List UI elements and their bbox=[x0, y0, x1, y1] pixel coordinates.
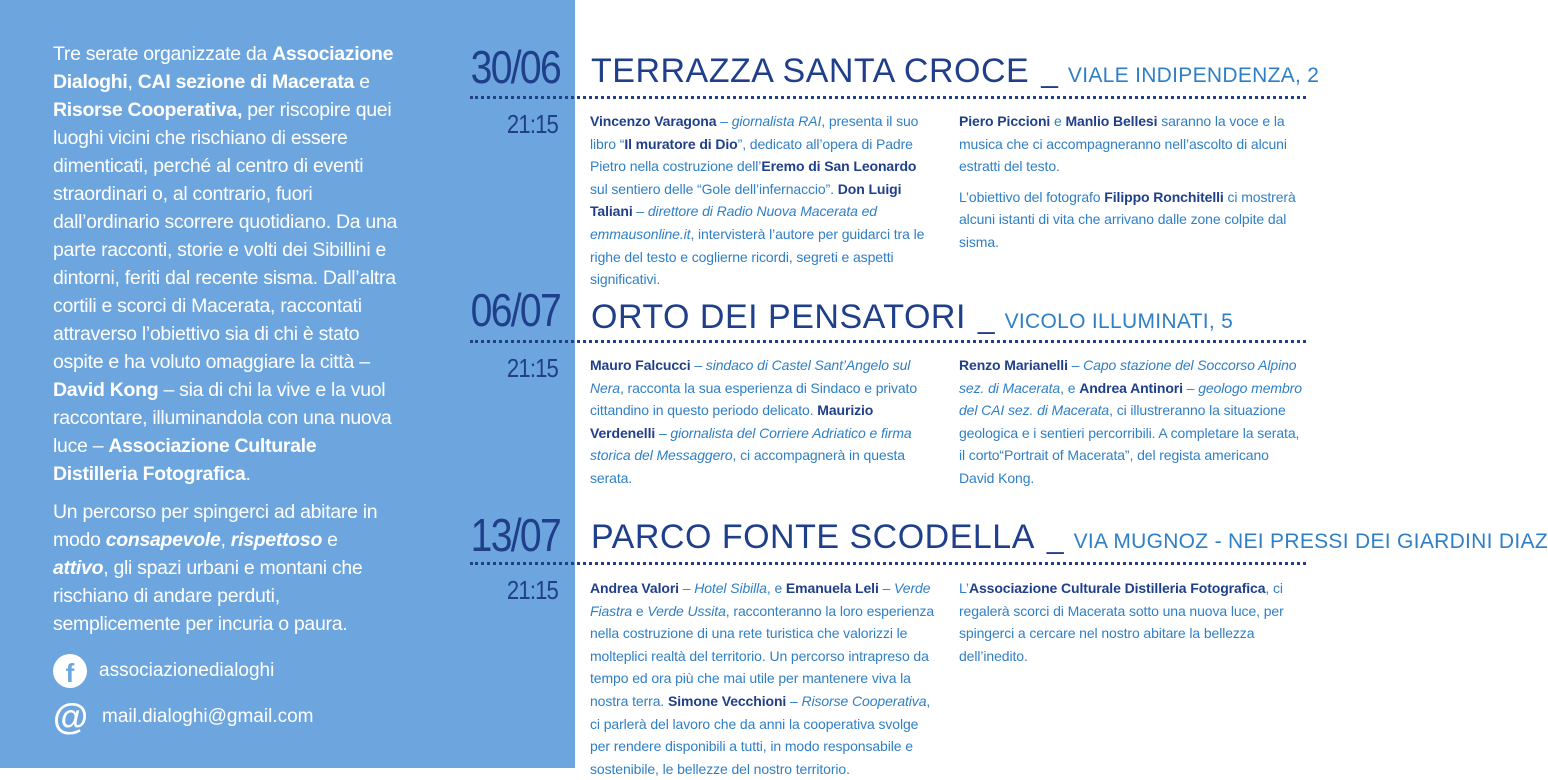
description-paragraph: Andrea Valori – Hotel Sibilla, e Emanuela Leli – Verde Fiastra e Verde Ussita, racconteranno la loro esperienza nella costruzione di una rete turistica che valorizzi le molteplici realtà del territorio. Un percorso intrapreso da tempo ed ora più che mai utile per mantenere viva la nostra terra. Simone Vecchioni – Risorse Cooperativa, ci parlerà del lavoro che da anni la cooperativa svolge per rendere disponibili a tutti, in modo responsabile e sostenibile, le bellezze del nostro territorio. bbox=[590, 580, 935, 777]
emphasized-name: David Kong bbox=[53, 379, 159, 401]
event-date: 06/07 bbox=[470, 284, 560, 336]
dotted-divider bbox=[470, 562, 1306, 565]
event-title bbox=[591, 298, 1233, 337]
emphasized-name: Risorse Cooperativa, bbox=[53, 99, 243, 121]
emphasized-name: Andrea Antinori bbox=[1079, 379, 1183, 396]
event-description-left bbox=[590, 577, 935, 780]
description-paragraph: Mauro Falcucci – sindaco di Castel Sant’Angelo sul Nera, racconta la sua esperienza di Sindaco e privato cittandino in questo periodo delicato. Maurizio Verdenelli – giornalista del Corriere Adriatico e firma storica del Messaggero, ci accompagnerà in questa serata. bbox=[590, 357, 918, 486]
emphasized-name: Piero Piccioni bbox=[959, 113, 1051, 129]
italic-note: Verde Ussita bbox=[647, 602, 726, 619]
facebook-contact[interactable] bbox=[53, 654, 274, 688]
email-address[interactable]: mail.dialoghi@gmail.com bbox=[102, 706, 314, 727]
email-contact[interactable] bbox=[53, 696, 314, 737]
event-description-right bbox=[959, 354, 1304, 490]
italic-note: Risorse Cooperativa bbox=[801, 692, 927, 709]
title-separator: _ bbox=[1041, 56, 1058, 89]
emphasized-name: attivo bbox=[53, 557, 104, 579]
description-paragraph: Vincenzo Varagona – giornalista RAI, presenta il suo libro “Il muratore di Dio”, dedicato all’opera di Padre Pietro nella costruzione dell’Eremo di San Leonardo sul sentiero delle “Gole dell’infernaccio”. Don Luigi Taliani – direttore di Radio Nuova Macerata ed emmausonline.it, intervisterà l’autore per guidarci tra le righe del testo e coglierne ricordi, segreti e aspetti significativi. bbox=[590, 113, 925, 288]
emphasized-name: Maurizio Verdenelli bbox=[590, 402, 874, 441]
event-description-right bbox=[959, 577, 1304, 667]
italic-note: sindaco di Castel Sant’Angelo sul Nera bbox=[590, 357, 911, 396]
event-address: VICOLO ILLUMINATI, 5 bbox=[1004, 310, 1234, 333]
description-paragraph: L’obiettivo del fotografo Filippo Ronchitelli ci mostrerà alcuni istanti di vita che arrivano dalle zone colpite dal sisma. bbox=[959, 188, 1296, 250]
event-time: 21:15 bbox=[506, 353, 558, 383]
italic-note: giornalista RAI bbox=[731, 113, 822, 129]
dotted-divider bbox=[470, 340, 1306, 343]
emphasized-name: Renzo Marianelli bbox=[959, 357, 1068, 373]
event-description-left bbox=[590, 354, 935, 490]
title-separator: _ bbox=[977, 302, 995, 335]
emphasized-name: Associazione Dialoghi bbox=[53, 43, 394, 93]
event-title bbox=[591, 52, 1319, 91]
emphasized-name: Associazione Culturale Distilleria Fotografica bbox=[53, 435, 317, 485]
dotted-divider bbox=[470, 96, 1306, 99]
emphasized-name: Emanuela Leli bbox=[785, 580, 879, 596]
event-venue: TERRAZZA SANTA CROCE bbox=[591, 52, 1030, 90]
event-time: 21:15 bbox=[506, 575, 558, 605]
intro-paragraph-1: Tre serate organizzate da Associazione Dialoghi, CAI sezione di Macerata e Risorse Cooperativa, per riscopire quei luoghi vicini che rischiano di essere dimenticati, perché al centro di eventi straordinari o, al contrario, fuori dall’ordinario scorrere quotidiano. Da una parte racconti, storie e volti dei Sibillini e dintorni, feriti dal recente sisma. Dall’altra cortili e scorci di Macerata, raccontati attraverso l’obiettivo sia di chi è stato ospite e ha voluto omaggiare la città – David Kong – sia di chi la vive e la vuol raccontare, illuminandola con una nuova luce – Associazione Culturale Distilleria Fotografica. bbox=[53, 43, 398, 485]
emphasized-name: Mauro Falcucci bbox=[590, 357, 691, 373]
facebook-icon: f bbox=[53, 654, 87, 688]
emphasized-name: Eremo di San Leonardo bbox=[761, 158, 917, 175]
event-date: 13/07 bbox=[470, 509, 560, 561]
emphasized-name: Manlio Bellesi bbox=[1065, 113, 1158, 129]
emphasized-name: Vincenzo Varagona bbox=[590, 113, 717, 129]
event-venue: PARCO FONTE SCODELLA bbox=[591, 518, 1035, 556]
event-date: 30/06 bbox=[470, 41, 560, 93]
emphasized-name: CAI sezione di Macerata bbox=[137, 71, 355, 93]
emphasized-name: consapevole bbox=[105, 529, 221, 551]
description-paragraph: Piero Piccioni e Manlio Bellesi saranno la voce e la musica che ci accompagneranno nell’ascolto di alcuni estratti del testo. bbox=[959, 113, 1287, 175]
italic-note: geologo membro del CAI sez. di Macerata bbox=[959, 379, 1302, 419]
intro-text bbox=[53, 40, 398, 638]
intro-paragraph-2: Un percorso per spingerci ad abitare in modo consapevole, rispettoso e attivo, gli spazi urbani e montani che rischiano di andare perduti, semplicemente per incuria o paura. bbox=[53, 501, 378, 635]
emphasized-name: Don Luigi Taliani bbox=[590, 180, 902, 220]
emphasized-name: Simone Vecchioni bbox=[667, 692, 787, 709]
emphasized-name: rispettoso bbox=[230, 529, 323, 551]
at-icon: @ bbox=[53, 696, 89, 737]
event-description-left bbox=[590, 110, 935, 291]
facebook-handle[interactable]: associazionedialoghi bbox=[99, 660, 275, 681]
event-address: VIA MUGNOZ - NEI PRESSI DEI GIARDINI DIAZ bbox=[1073, 530, 1548, 553]
event-time: 21:15 bbox=[506, 109, 558, 139]
italic-note: Capo stazione del Soccorso Alpino sez. di Macerata bbox=[959, 357, 1297, 396]
event-address: VIALE INDIPENDENZA, 2 bbox=[1067, 64, 1320, 87]
emphasized-name: Associazione Culturale Distilleria Fotografica bbox=[968, 580, 1266, 596]
emphasized-name: Il muratore di Dio bbox=[624, 135, 738, 152]
italic-note: Verde Fiastra bbox=[590, 580, 931, 619]
event-venue: ORTO DEI PENSATORI bbox=[591, 298, 966, 336]
italic-note: direttore di Radio Nuova Macerata ed emmausonline.it bbox=[590, 203, 877, 242]
description-paragraph: L’Associazione Culturale Distilleria Fotografica, ci regalerà scorci di Macerata sotto una nuova luce, per spingerci a cercare nel nostro abitare la bellezza dell’inedito. bbox=[959, 580, 1284, 664]
italic-note: giornalista del Corriere Adriatico e firma storica del Messaggero bbox=[590, 424, 912, 464]
emphasized-name: Filippo Ronchitelli bbox=[1104, 188, 1224, 205]
emphasized-name: Andrea Valori bbox=[590, 580, 679, 596]
event-description-right bbox=[959, 110, 1304, 254]
italic-note: Hotel Sibilla bbox=[694, 580, 767, 596]
title-separator: _ bbox=[1046, 522, 1064, 555]
event-title bbox=[591, 518, 1548, 557]
description-paragraph: Renzo Marianelli – Capo stazione del Soccorso Alpino sez. di Macerata, e Andrea Antinori – geologo membro del CAI sez. di Macerata, ci illustreranno la situazione geologica e i sentieri percorribili. A completare la serata, il corto“Portrait of Macerata”, del regista americano David Kong. bbox=[959, 357, 1302, 486]
